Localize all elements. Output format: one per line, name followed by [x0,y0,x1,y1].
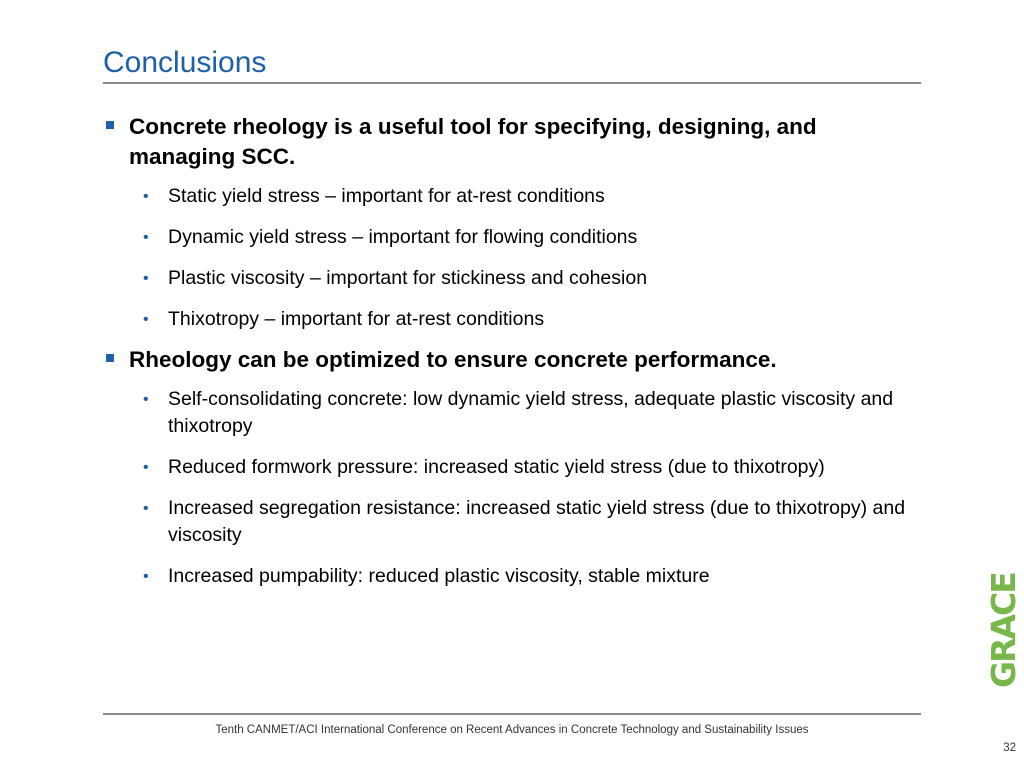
slide-content [103,112,923,604]
sub-bullet [103,265,923,292]
sub-bullet [103,224,923,251]
dot-bullet-icon: • [143,391,149,408]
square-bullet-icon [106,354,114,362]
sub-bullet [103,386,923,440]
sub-bullet-text: Thixotropy – important for at-rest conditions [168,308,545,330]
sub-bullet [103,454,923,481]
main-bullet-1 [103,112,923,172]
dot-bullet-icon: • [143,459,149,476]
dot-bullet-icon: • [143,188,149,205]
main-bullet-text: Concrete rheology is a useful tool for specifying, designing, and managing SCC. [129,114,817,169]
sub-bullet [103,306,923,333]
sub-bullet-text: Dynamic yield stress – important for flowing conditions [168,226,638,248]
dot-bullet-icon: • [143,500,149,517]
sub-bullet [103,495,923,549]
page-title: Conclusions [103,46,267,79]
sub-bullet [103,563,923,590]
dot-bullet-icon: • [143,311,149,328]
square-bullet-icon [106,121,114,129]
sub-bullet-text: Increased pumpability: reduced plastic viscosity, stable mixture [168,565,710,587]
sub-bullet-text: Increased segregation resistance: increased static yield stress (due to thixotropy) and viscosity [168,497,906,546]
main-bullet-2 [103,345,923,375]
sub-bullet-text: Reduced formwork pressure: increased static yield stress (due to thixotropy) [168,456,825,478]
footer-divider [103,713,921,715]
dot-bullet-icon: • [143,229,149,246]
dot-bullet-icon: • [143,568,149,585]
dot-bullet-icon: • [143,270,149,287]
sub-bullet-text: Static yield stress – important for at-rest conditions [168,185,605,207]
footer-conference-text: Tenth CANMET/ACI International Conference on Recent Advances in Concrete Technology and Sustainability Issues [215,724,809,736]
page-number: 32 [1003,742,1016,754]
sub-bullet-text: Self-consolidating concrete: low dynamic yield stress, adequate plastic viscosity and thixotropy [168,388,894,437]
grace-logo: GRACE [984,573,1023,688]
title-divider [103,82,921,84]
sub-bullet [103,183,923,210]
main-bullet-text: Rheology can be optimized to ensure concrete performance. [129,347,777,372]
sub-bullet-text: Plastic viscosity – important for stickiness and cohesion [168,267,648,289]
